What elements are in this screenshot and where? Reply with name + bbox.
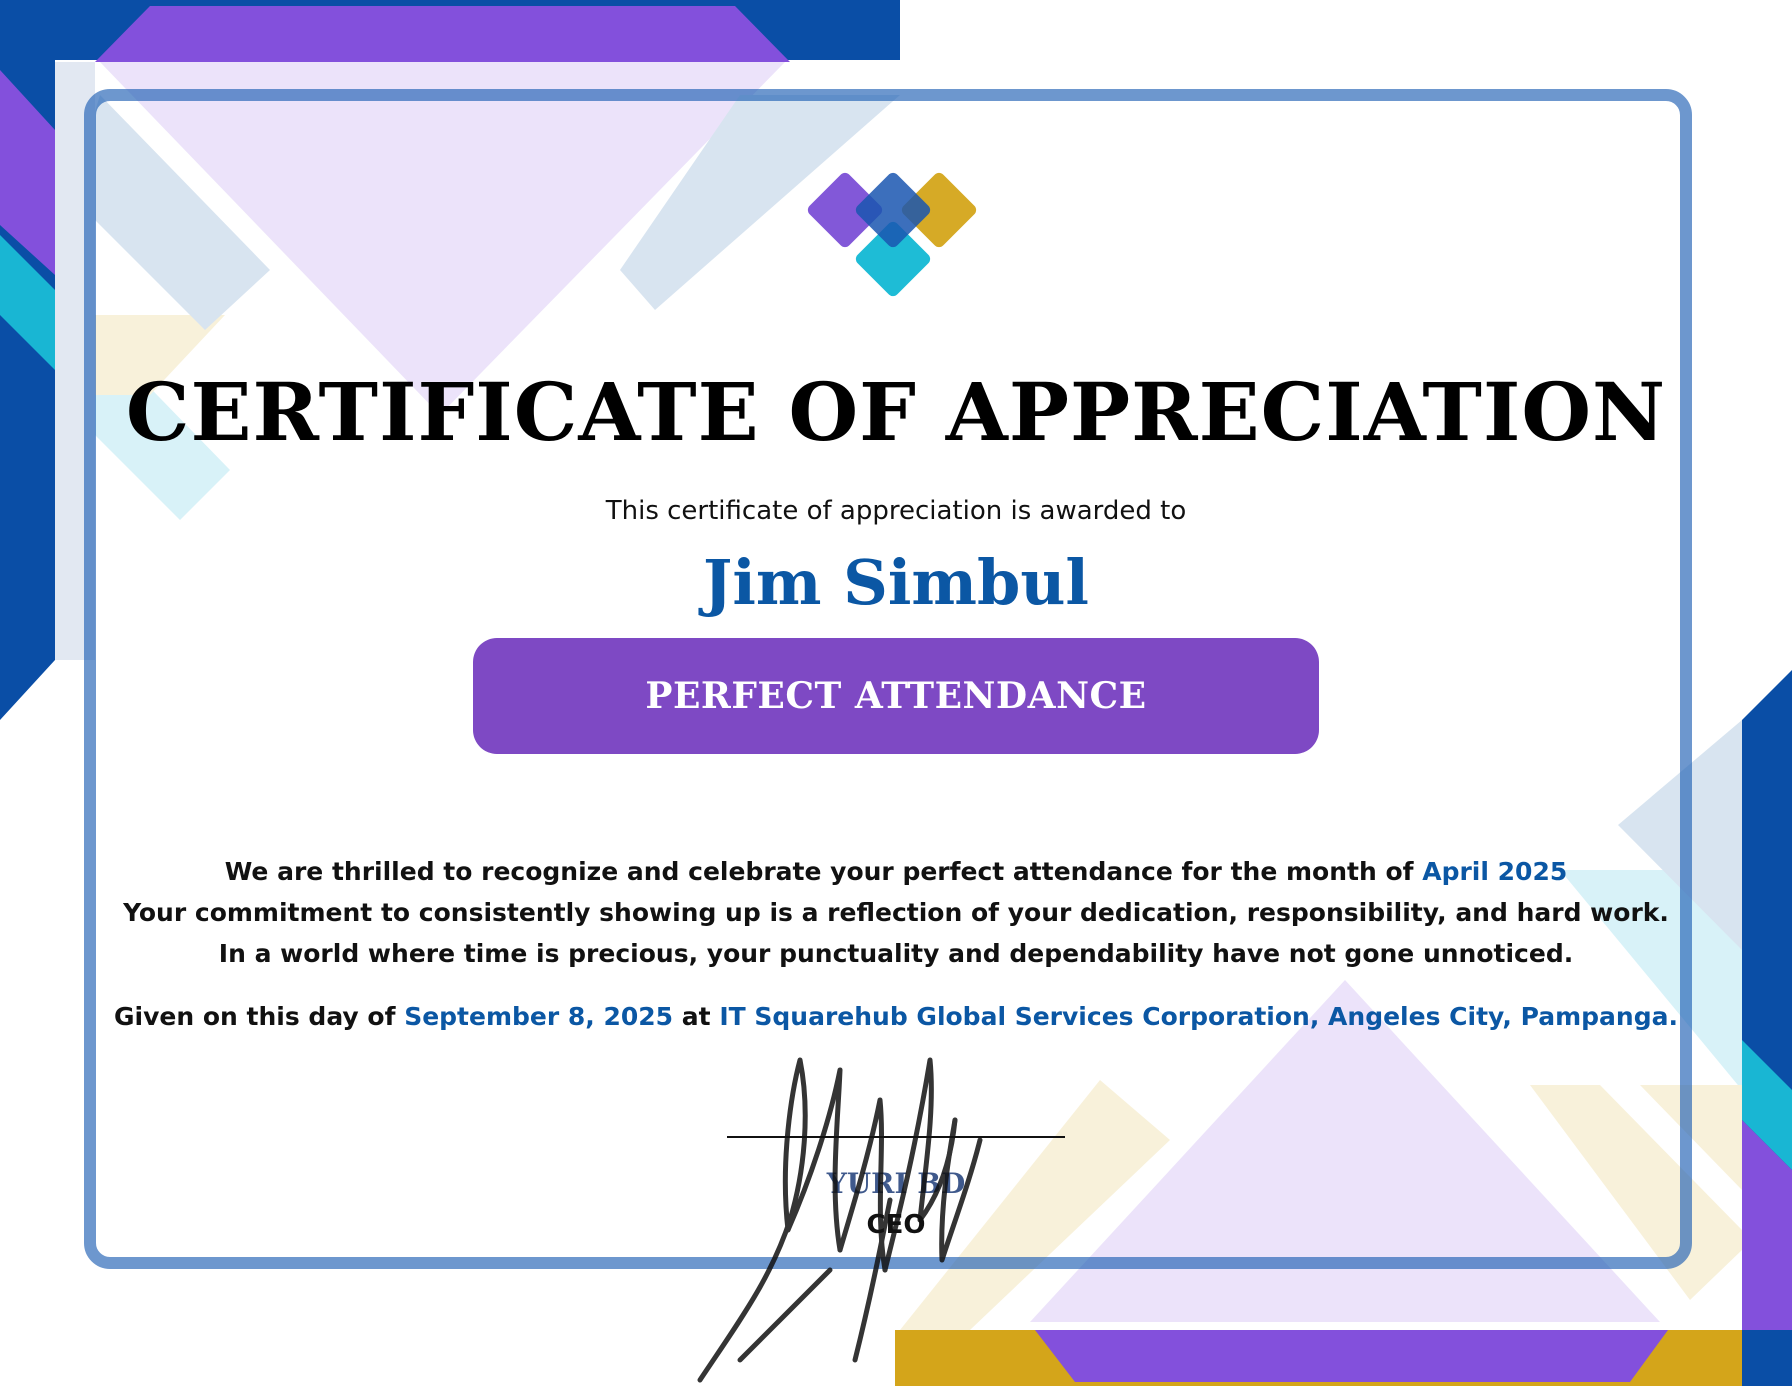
given-date: September 8, 2025 <box>404 1002 674 1031</box>
award-banner <box>473 638 1319 754</box>
certificate-title: CERTIFICATE OF APPRECIATION <box>125 365 1667 459</box>
body-paragraph <box>120 851 1672 974</box>
given-connector: at <box>673 1002 720 1031</box>
body-line1-prefix: We are thrilled to recognize and celebrate your perfect attendance for the month of <box>224 857 1423 886</box>
bg-purple-top <box>95 6 790 62</box>
signer-title: CEO <box>866 1210 926 1240</box>
body-line2: Your commitment to consistently showing up is a reflection of your dedication, responsibility, and hard work. In a world where time is precious, your punctuality and dependability have not gone unnoticed. <box>123 898 1669 968</box>
diamond-cluster-logo <box>800 165 992 305</box>
awarded-to-label: This certificate of appreciation is awarded to <box>605 496 1187 526</box>
award-month: April 2025 <box>1422 857 1568 886</box>
recipient-name: Jim Simbul <box>703 546 1089 619</box>
bg-purple-bottom <box>1035 1330 1668 1382</box>
given-prefix: Given on this day of <box>114 1002 405 1031</box>
signer-name: YURI BD <box>826 1167 966 1200</box>
award-name: PERFECT ATTENDANCE <box>645 675 1147 717</box>
given-location: IT Squarehub Global Services Corporation, Angeles City, Pampanga. <box>719 1002 1678 1031</box>
handwritten-signature <box>680 1000 1080 1386</box>
